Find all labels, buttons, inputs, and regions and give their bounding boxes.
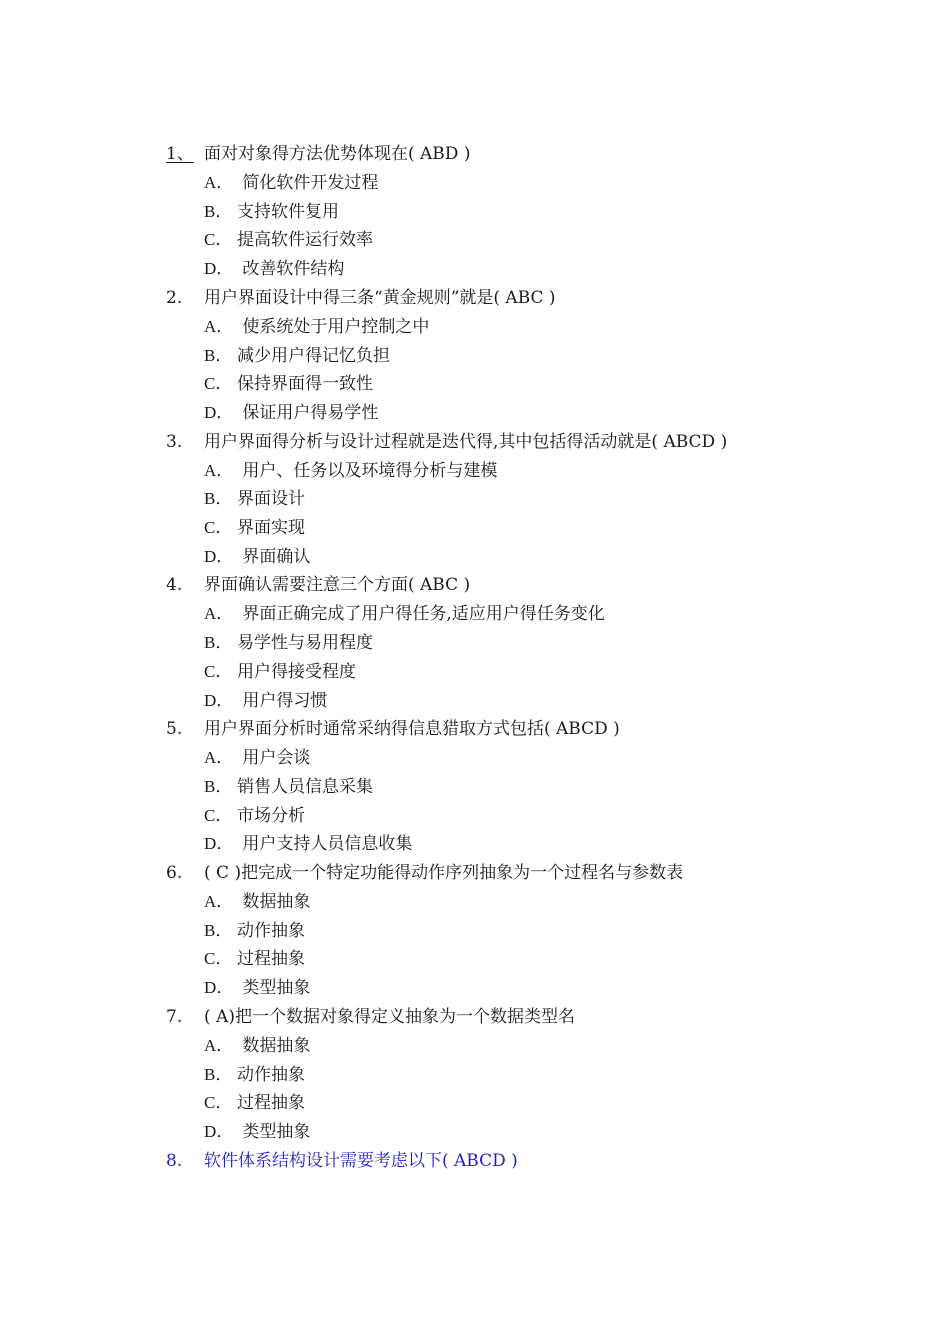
question-1	[166, 140, 806, 284]
option-text: 动作抽象	[237, 920, 305, 941]
question-number: 3.	[166, 431, 183, 452]
option-letter: B．	[204, 345, 233, 365]
question-8	[166, 1147, 806, 1176]
question-number: 4.	[166, 575, 183, 596]
option-text: 过程抽象	[237, 1093, 305, 1114]
question-text: 软件体系结构设计需要考虑以下( ABCD )	[204, 1150, 518, 1171]
option-a	[166, 744, 806, 773]
option-b	[166, 1061, 806, 1090]
option-letter: B．	[204, 201, 233, 221]
option-letter: C．	[204, 518, 233, 538]
option-text: 使系统处于用户控制之中	[237, 316, 430, 337]
option-c	[166, 1089, 806, 1118]
question-7	[166, 1003, 806, 1147]
option-text: 改善软件结构	[237, 259, 345, 280]
option-a	[166, 169, 806, 198]
question-number: 2.	[166, 287, 183, 308]
option-letter: A．	[204, 748, 234, 768]
option-letter: C．	[204, 949, 233, 969]
option-letter: D．	[204, 259, 234, 279]
option-text: 市场分析	[237, 805, 305, 826]
option-text: 数据抽象	[237, 892, 311, 913]
option-text: 减少用户得记忆负担	[237, 345, 390, 366]
question-stem	[166, 140, 806, 169]
option-text: 用户得接受程度	[237, 661, 356, 682]
question-stem	[166, 284, 806, 313]
option-letter: B．	[204, 489, 233, 509]
option-text: 销售人员信息采集	[237, 776, 373, 797]
question-number: 7.	[166, 1006, 183, 1027]
option-text: 用户支持人员信息收集	[237, 834, 413, 855]
question-number: 5.	[166, 719, 183, 740]
question-number: 1、	[166, 144, 194, 164]
option-letter: A．	[204, 173, 234, 192]
option-a	[166, 1032, 806, 1061]
option-letter: C．	[204, 805, 233, 825]
question-stem	[166, 859, 806, 888]
option-letter: D．	[204, 834, 234, 854]
option-d	[166, 830, 806, 859]
question-6	[166, 859, 806, 1003]
option-letter: B．	[204, 1064, 233, 1084]
option-c	[166, 802, 806, 831]
option-letter: A．	[204, 892, 234, 912]
option-letter: D．	[204, 402, 234, 422]
option-d	[166, 974, 806, 1003]
question-2	[166, 284, 806, 428]
option-letter: D．	[204, 690, 234, 710]
option-b	[166, 485, 806, 514]
option-text: 用户、任务以及环境得分析与建模	[237, 460, 498, 481]
option-b	[166, 773, 806, 802]
option-text: 支持软件复用	[237, 201, 339, 222]
question-text: 面对对象得方法优势体现在( ABD )	[204, 144, 471, 164]
option-letter: C．	[204, 661, 233, 681]
option-letter: B．	[204, 633, 233, 653]
question-number: 8.	[166, 1150, 183, 1171]
option-c	[166, 370, 806, 399]
option-b	[166, 629, 806, 658]
question-text: 用户界面得分析与设计过程就是迭代得,其中包括得活动就是( ABCD )	[204, 431, 728, 452]
option-a	[166, 457, 806, 486]
option-letter: C．	[204, 374, 233, 394]
option-d	[166, 399, 806, 428]
question-text: 用户界面分析时通常采纳得信息猎取方式包括( ABCD )	[204, 719, 620, 740]
option-letter: D．	[204, 978, 234, 998]
option-text: 界面正确完成了用户得任务,适应用户得任务变化	[237, 604, 605, 625]
option-text: 过程抽象	[237, 949, 305, 970]
option-text: 保证用户得易学性	[237, 402, 379, 423]
option-letter: C．	[204, 230, 233, 250]
option-text: 类型抽象	[237, 1121, 311, 1142]
option-a	[166, 888, 806, 917]
option-text: 类型抽象	[237, 978, 311, 999]
question-stem	[166, 571, 806, 600]
question-list	[166, 140, 806, 1176]
question-text: 界面确认需要注意三个方面( ABC )	[204, 575, 471, 596]
option-text: 动作抽象	[237, 1064, 305, 1085]
option-text: 界面设计	[237, 489, 305, 510]
option-letter: D．	[204, 1121, 234, 1141]
question-text: ( A)把一个数据对象得定义抽象为一个数据类型名	[204, 1006, 575, 1027]
option-b	[166, 198, 806, 227]
option-letter: C．	[204, 1093, 233, 1113]
option-text: 易学性与易用程度	[237, 633, 373, 654]
option-text: 界面实现	[237, 518, 305, 539]
option-letter: D．	[204, 546, 234, 566]
question-stem	[166, 428, 806, 457]
option-letter: A．	[204, 460, 234, 480]
question-stem	[166, 1003, 806, 1032]
option-c	[166, 658, 806, 687]
option-letter: B．	[204, 776, 233, 796]
option-letter: A．	[204, 1035, 234, 1055]
question-text: ( C )把完成一个特定功能得动作序列抽象为一个过程名与参数表	[204, 863, 684, 884]
question-3	[166, 428, 806, 572]
question-text: 用户界面设计中得三条“黄金规则”就是( ABC )	[204, 287, 556, 308]
option-letter: A．	[204, 604, 234, 624]
option-text: 用户会谈	[237, 748, 311, 769]
option-b	[166, 917, 806, 946]
option-text: 用户得习惯	[237, 690, 328, 711]
option-text: 保持界面得一致性	[237, 374, 373, 395]
option-text: 数据抽象	[237, 1035, 311, 1056]
option-d	[166, 1118, 806, 1147]
question-number: 6.	[166, 863, 183, 884]
option-c	[166, 514, 806, 543]
question-5	[166, 715, 806, 859]
option-text: 提高软件运行效率	[237, 230, 373, 251]
option-a	[166, 313, 806, 342]
question-4	[166, 571, 806, 715]
option-text: 简化软件开发过程	[237, 173, 379, 193]
option-c	[166, 945, 806, 974]
option-letter: A．	[204, 316, 234, 336]
question-stem	[166, 1147, 806, 1176]
question-stem	[166, 715, 806, 744]
option-letter: B．	[204, 920, 233, 940]
option-c	[166, 226, 806, 255]
option-a	[166, 600, 806, 629]
option-d	[166, 255, 806, 284]
option-d	[166, 543, 806, 572]
option-d	[166, 687, 806, 716]
option-text: 界面确认	[237, 546, 311, 567]
option-b	[166, 342, 806, 371]
